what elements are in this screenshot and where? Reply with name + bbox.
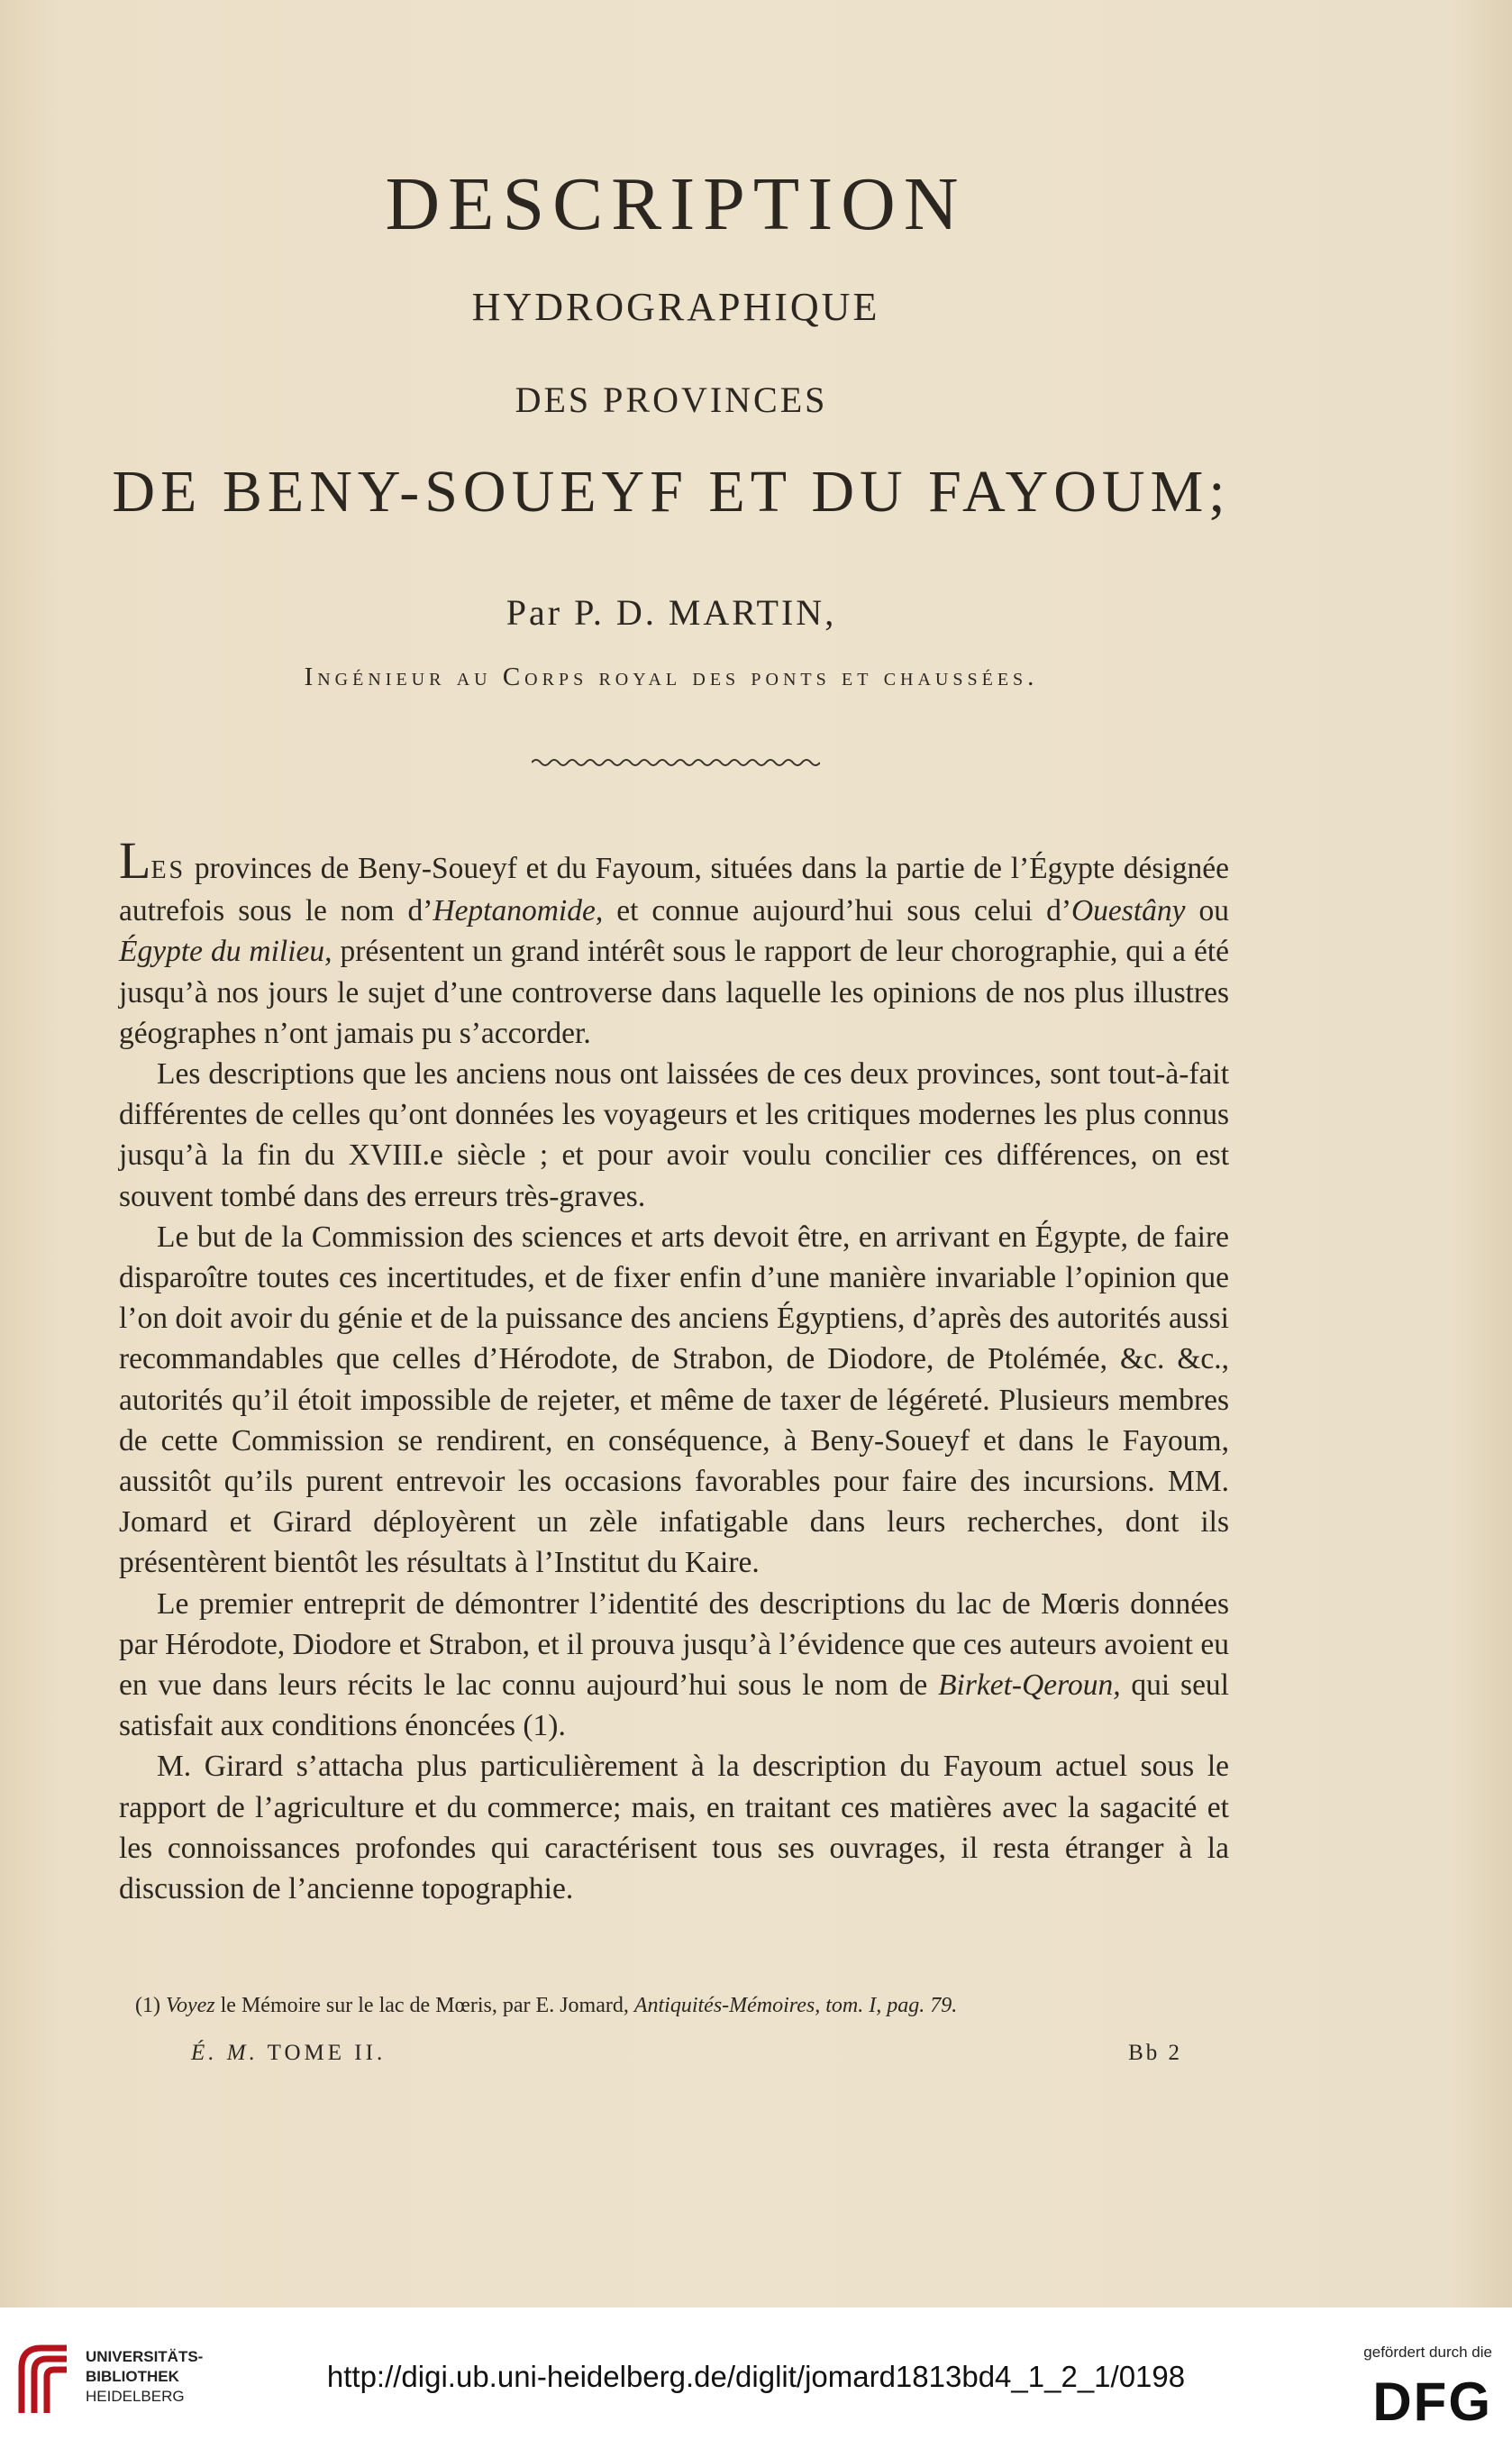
text-run: le Mémoire sur le lac de Mœris, par E. Jomard, [214, 1994, 634, 2017]
text-run: et connue aujourd’hui sous celui d’ [603, 894, 1071, 928]
footnote-mark: (1) [135, 1994, 160, 2017]
dfg-logo: DFG [1372, 2371, 1492, 2432]
paragraph-4 [119, 1584, 1229, 1747]
ornament-divider [532, 754, 820, 772]
author-affiliation: Ingénieur au Corps royal des ponts et chaussées. [304, 663, 1039, 691]
paragraph-1 [119, 831, 1230, 1054]
footnote [135, 1994, 1216, 2018]
paragraph-5: M. Girard s’attacha plus particulièrement à la description du Fayoum actuel sous le rapport de l’agriculture et du commerce; mais, en traitant ces matières avec la sagacité et les connoissances profondes qui caractérisent tous ses ouvrages, il resta étranger à la discussion de l’ancienne topographie. [119, 1750, 1229, 1906]
italic-run: Birket-Qeroun, [938, 1668, 1121, 1703]
title-line-3: DES PROVINCES [515, 379, 828, 420]
text-run: provinces de Beny-Soueyf et du Fayoum, situées dans la partie de l’Égypte désignée autrefois sous le nom d’ [119, 852, 1229, 928]
library-line-3: HEIDELBERG [86, 2388, 185, 2405]
library-line-2: BIBLIOTHEK [86, 2368, 179, 2385]
signature-right: Bb 2 [1128, 2041, 1182, 2065]
text-run: Le premier entreprit de démontrer l’identité des descriptions du lac de Mœris données par Hérodote, Diodore et Strabon, et il prouva jusqu’à l’évidence que ces auteurs avoient eu en vue dans leurs récits le lac connu aujourd’hui sous le nom de [119, 1586, 1229, 1703]
text-run: présentent un grand intérêt sous le rapport de leur chorographie, qui a été jusqu’à nos jours le sujet d’une controverse dans laquelle les opinions de nos plus illustres géographes n’ont jamais pu s’accorder. [119, 935, 1230, 1050]
permalink-url[interactable]: http://digi.ub.uni-heidelberg.de/diglit/jomard1813bd4_1_2_1/0198 [326, 2360, 1186, 2393]
title-main: DESCRIPTION [385, 162, 967, 246]
drop-cap: L [119, 831, 151, 890]
text-run: qui seul satisfait aux conditions énoncées (1). [119, 1668, 1229, 1743]
title-line-4: DE BENY-SOUEYF ET DU FAYOUM; [112, 459, 1231, 525]
signature-line [191, 2041, 1182, 2066]
library-line-1: UNIVERSITÄTS- [86, 2348, 204, 2365]
title-line-2: HYDROGRAPHIQUE [471, 285, 880, 329]
paragraph-2: Les descriptions que les anciens nous ont laissées de ces deux provinces, sont tout-à-fait différentes de celles qu’ont données les voyageurs et les critiques modernes les plus connus jusqu’à la fin du XVIII.e siècle ; et pour avoir voulu concilier ces différences, on est souvent tombé dans des erreurs très-graves. [119, 1057, 1229, 1213]
author-byline: Par P. D. MARTIN, [506, 592, 837, 633]
text-run: ou [1185, 894, 1230, 928]
italic-run: Heptanomide, [433, 894, 604, 928]
funding-label: gefördert durch die [1363, 2344, 1492, 2361]
italic-run: Voyez [165, 1994, 215, 2017]
signature-left-italic: É. M. [191, 2041, 259, 2065]
body-text [119, 831, 1230, 1909]
italic-run: Ouestâny [1070, 894, 1186, 928]
lead-letters: ES [150, 856, 187, 884]
italic-run: Antiquités-Mémoires, tom. I, pag. 79. [633, 1994, 958, 2017]
paragraph-3: Le but de la Commission des sciences et arts devoit être, en arrivant en Égypte, de faire disparoître toutes ces incertitudes, et de fixer enfin d’une manière invariable l’opinion que l’on doit avoir du génie et de la puissance des anciens Égyptiens, d’après des autorités aussi recommandables que celles d’Hérodote, de Strabon, de Diodore, de Ptolémée, &c. &c., autorités qu’il étoit impossible de rejeter, et même de taxer de légéreté. Plusieurs membres de cette Commission se rendirent, en conséquence, à Beny-Soueyf et dans le Fayoum, aussitôt qu’ils purent entrevoir les occasions favorables pour faire des incursions. MM. Jomard et Girard déployèrent un zèle infatigable dans leurs recherches, dont ils présentèrent bientôt les résultats à l’Institut du Kaire. [119, 1220, 1229, 1580]
signature-left: TOME II. [267, 2041, 387, 2065]
italic-run: Égypte du milieu, [119, 935, 332, 969]
